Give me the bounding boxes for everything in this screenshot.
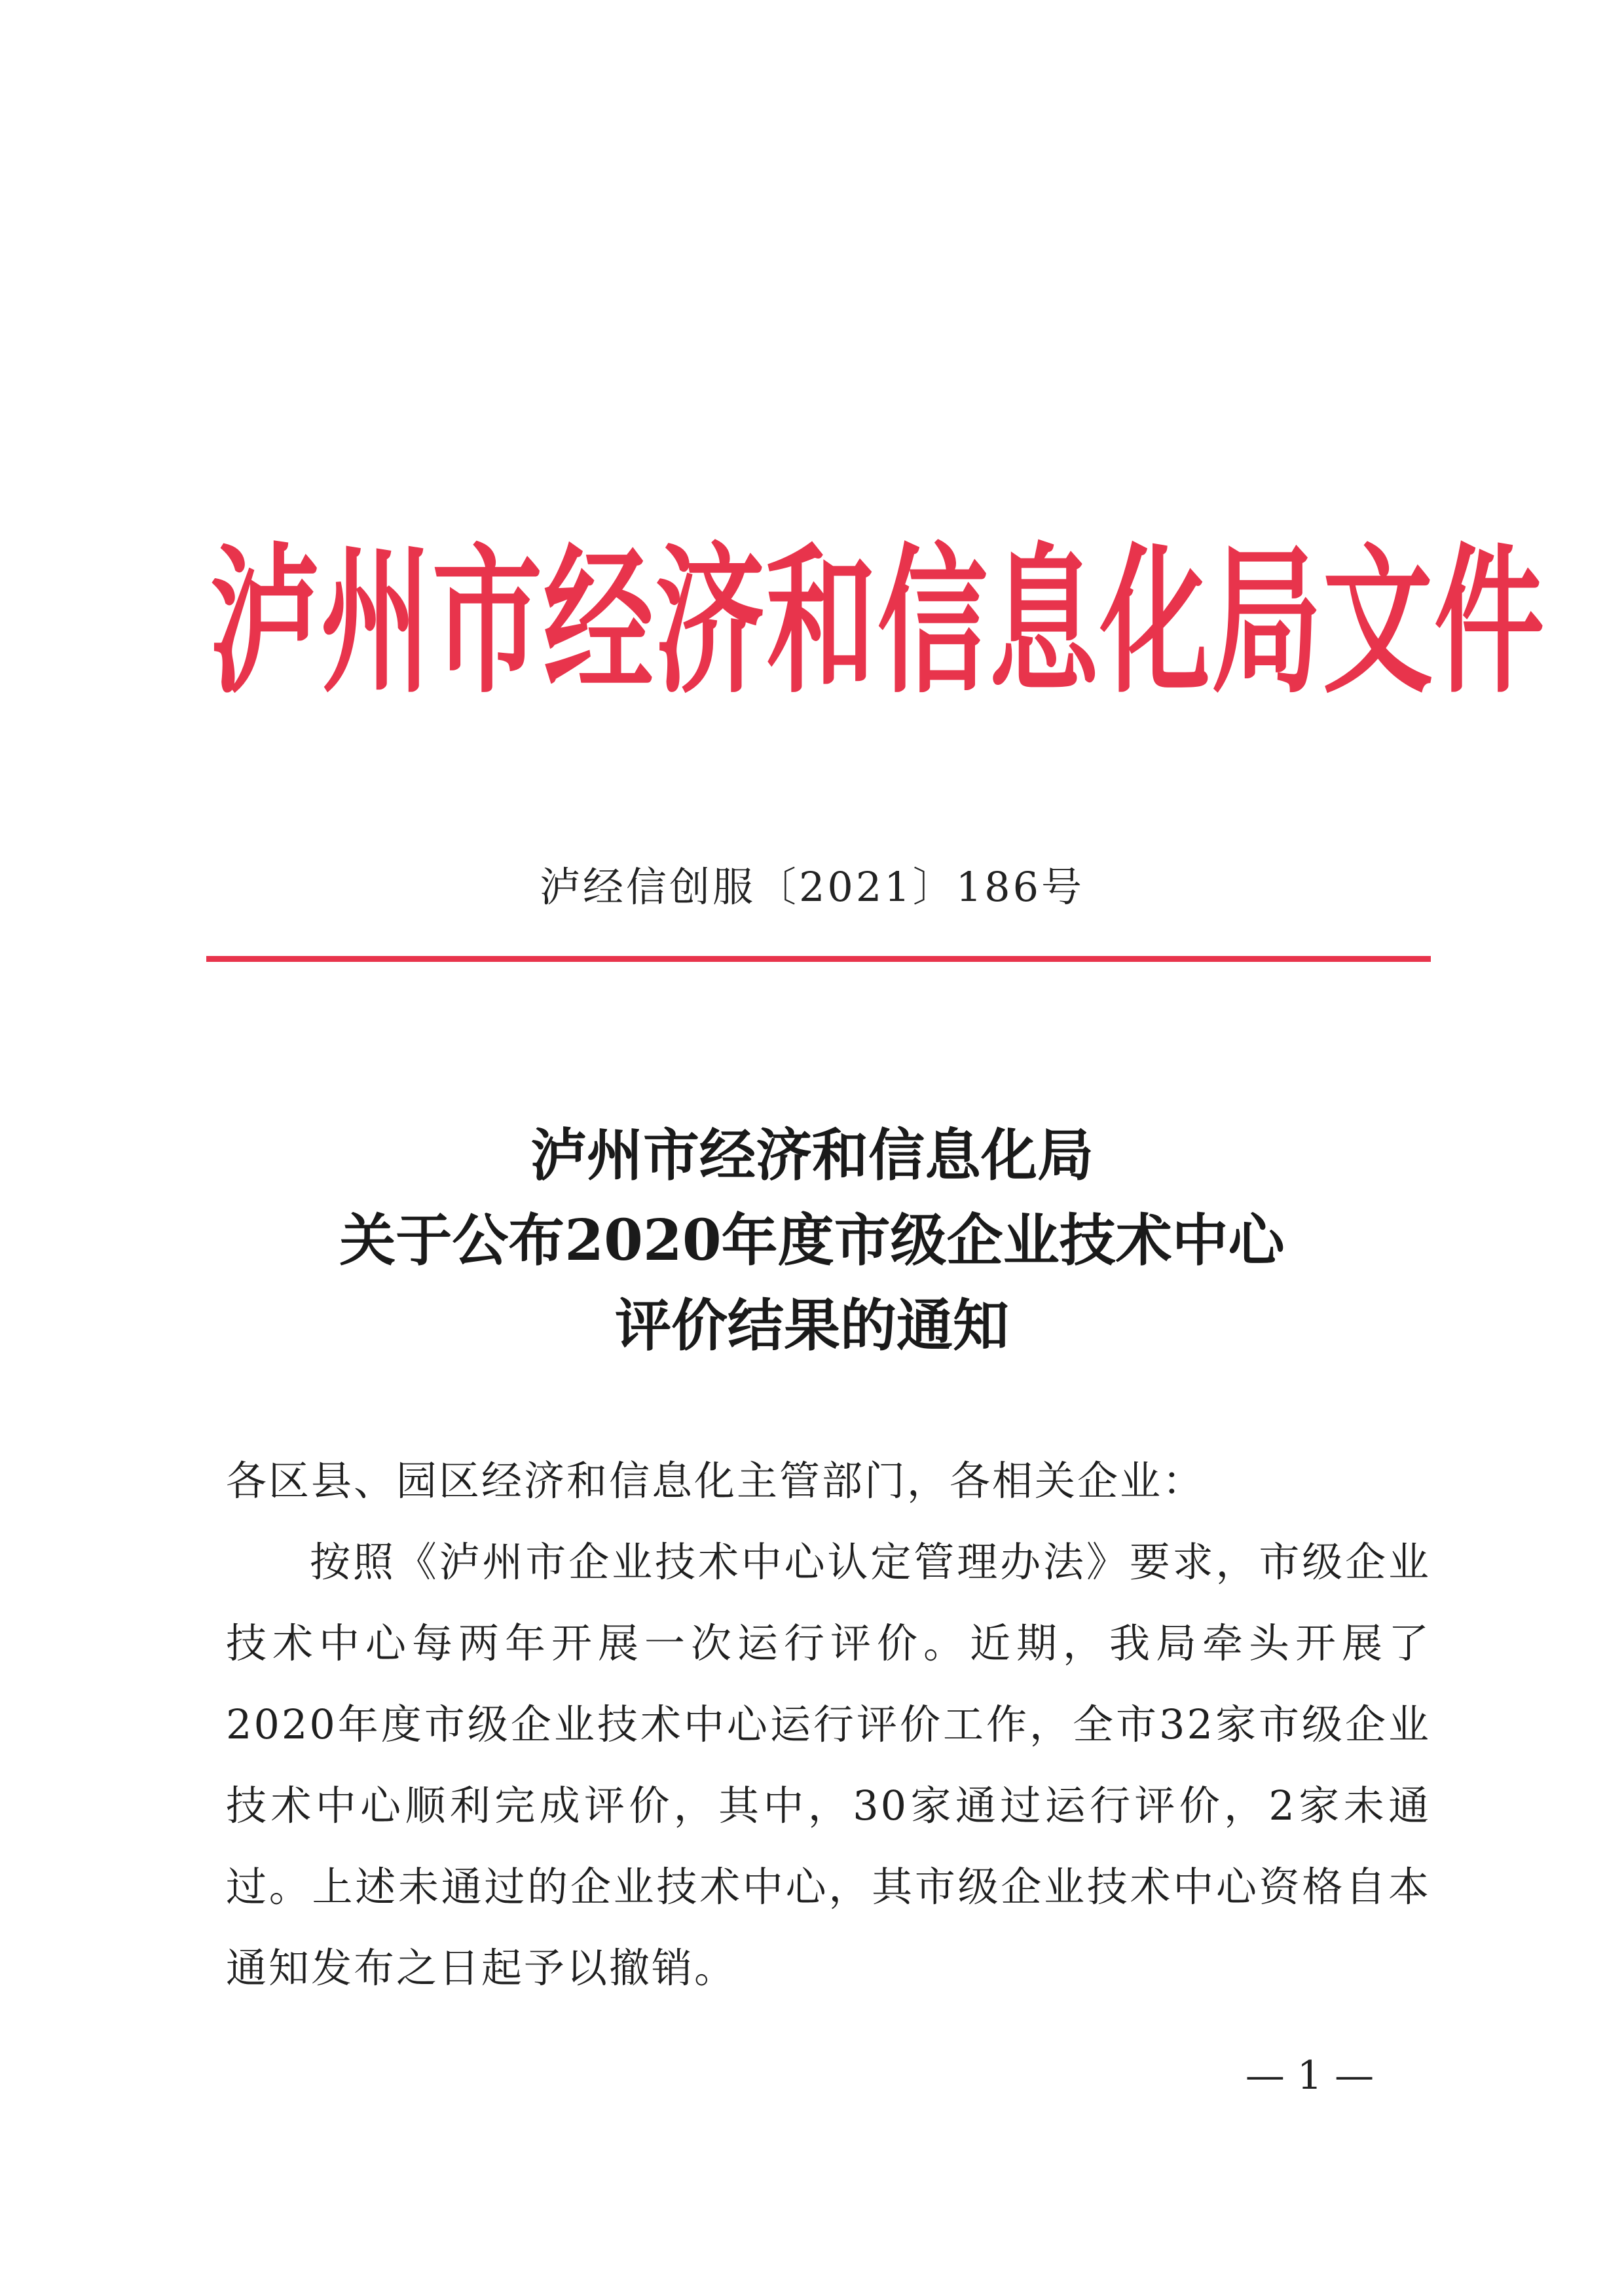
title-line-2: 关于公布2020年度市级企业技术中心: [339, 1207, 1285, 1274]
document-masthead: 泸州市经济和信息化局文件: [210, 528, 1545, 716]
notice-body: [226, 1441, 1431, 2009]
salutation: 各区县、园区经济和信息化主管部门，各相关企业：: [226, 1457, 1206, 1505]
red-divider-line: [206, 956, 1431, 962]
notice-title: [0, 1113, 1624, 1368]
body-paragraph: 按照《泸州市企业技术中心认定管理办法》要求，市级企业技术中心每两年开展一次运行评价。近期，我局牵头开展了2020年度市级企业技术中心运行评价工作，全市32家市级企业技术中心顺利完成评价，其中，30家通过运行评价，2家未通过。上述未通过的企业技术中心，其市级企业技术中心资格自本通知发布之日起予以撤销。: [226, 1538, 1431, 1992]
document-number: 泸经信创服〔2021〕186号: [539, 863, 1085, 911]
page-number: — 1 —: [1245, 2053, 1375, 2099]
title-line-3: 评价结果的通知: [615, 1293, 1009, 1359]
title-line-1: 泸州市经济和信息化局: [530, 1122, 1094, 1188]
